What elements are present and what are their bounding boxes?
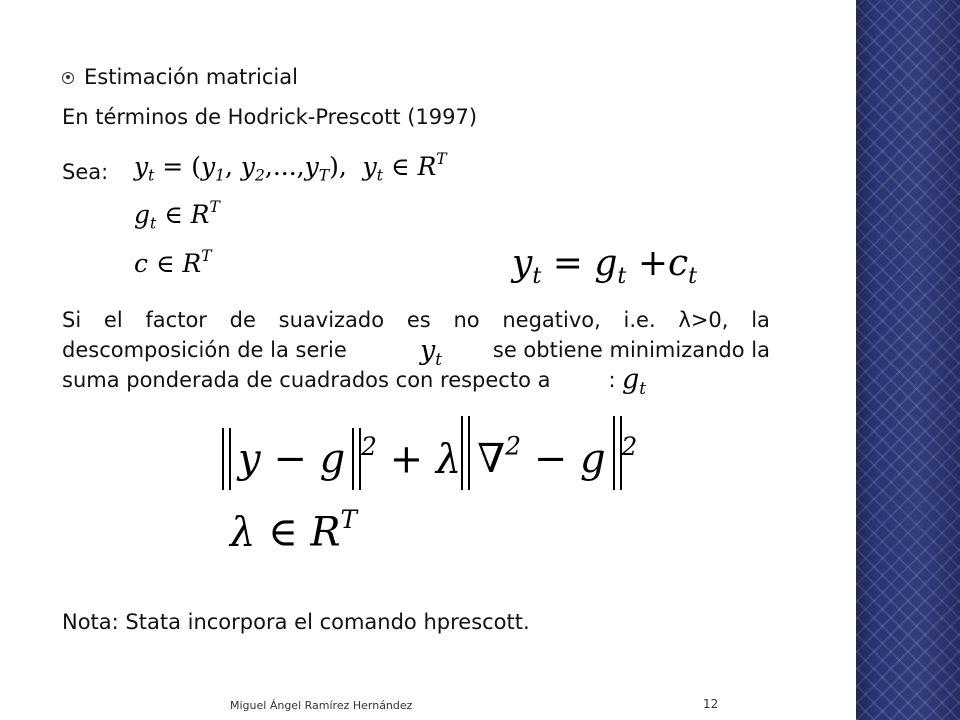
paragraph-row-2 — [62, 335, 770, 365]
bullet-icon — [62, 72, 74, 84]
page-number: 12 — [703, 697, 719, 711]
paragraph-text: descomposición de la serie — [62, 338, 347, 362]
eq-c-definition: c ∈ $R^T$ — [134, 247, 212, 278]
paragraph-text: suma ponderada de cuadrados con respecto a — [62, 368, 551, 392]
paragraph-text: : — [608, 368, 616, 392]
word: de — [229, 308, 256, 332]
paragraph-text: se obtiene minimizando la — [492, 338, 770, 362]
word: Si — [62, 308, 82, 332]
eq-y-definition: $y_t = (y_1$, $y_2,...,y_T$), $y_t$ ∈ $R^T$ — [134, 150, 447, 185]
paragraph-row-1 — [62, 305, 770, 335]
note-text: Nota: Stata incorpora el comando hprescott. — [62, 610, 530, 634]
word: suavizado — [278, 308, 385, 332]
word: λ>0, — [678, 308, 729, 332]
eq-objective: y − g $^2$ + λ ∇$^2$ − g $^2$ — [222, 416, 637, 490]
footer-author: Miguel Ángel Ramírez Hernández — [230, 699, 413, 712]
word: factor — [145, 308, 207, 332]
sea-label: Sea: — [62, 160, 109, 184]
hp-reference-line: En términos de Hodrick-Prescott (1997) — [62, 105, 478, 129]
decorative-sidebar — [856, 0, 960, 720]
word: el — [103, 308, 123, 332]
bullet-item — [62, 65, 298, 90]
eq-inline-gt: $g_t$ — [622, 364, 647, 398]
word: negativo, — [502, 308, 601, 332]
word: i.e. — [623, 308, 656, 332]
paragraph — [62, 305, 770, 395]
eq-inline-yt: $y_t$ — [420, 335, 442, 369]
eq-decomposition: $y_t = g_t +c_t$ — [512, 243, 698, 289]
word: no — [453, 308, 480, 332]
paragraph-row-3 — [62, 365, 770, 395]
bullet-heading: Estimación matricial — [84, 65, 298, 89]
eq-g-definition: $g_t$ ∈ $R^T$ — [134, 198, 220, 233]
eq-lambda: λ ∈ $R^T$ — [230, 505, 358, 556]
word: es — [406, 308, 431, 332]
word: la — [751, 308, 770, 332]
